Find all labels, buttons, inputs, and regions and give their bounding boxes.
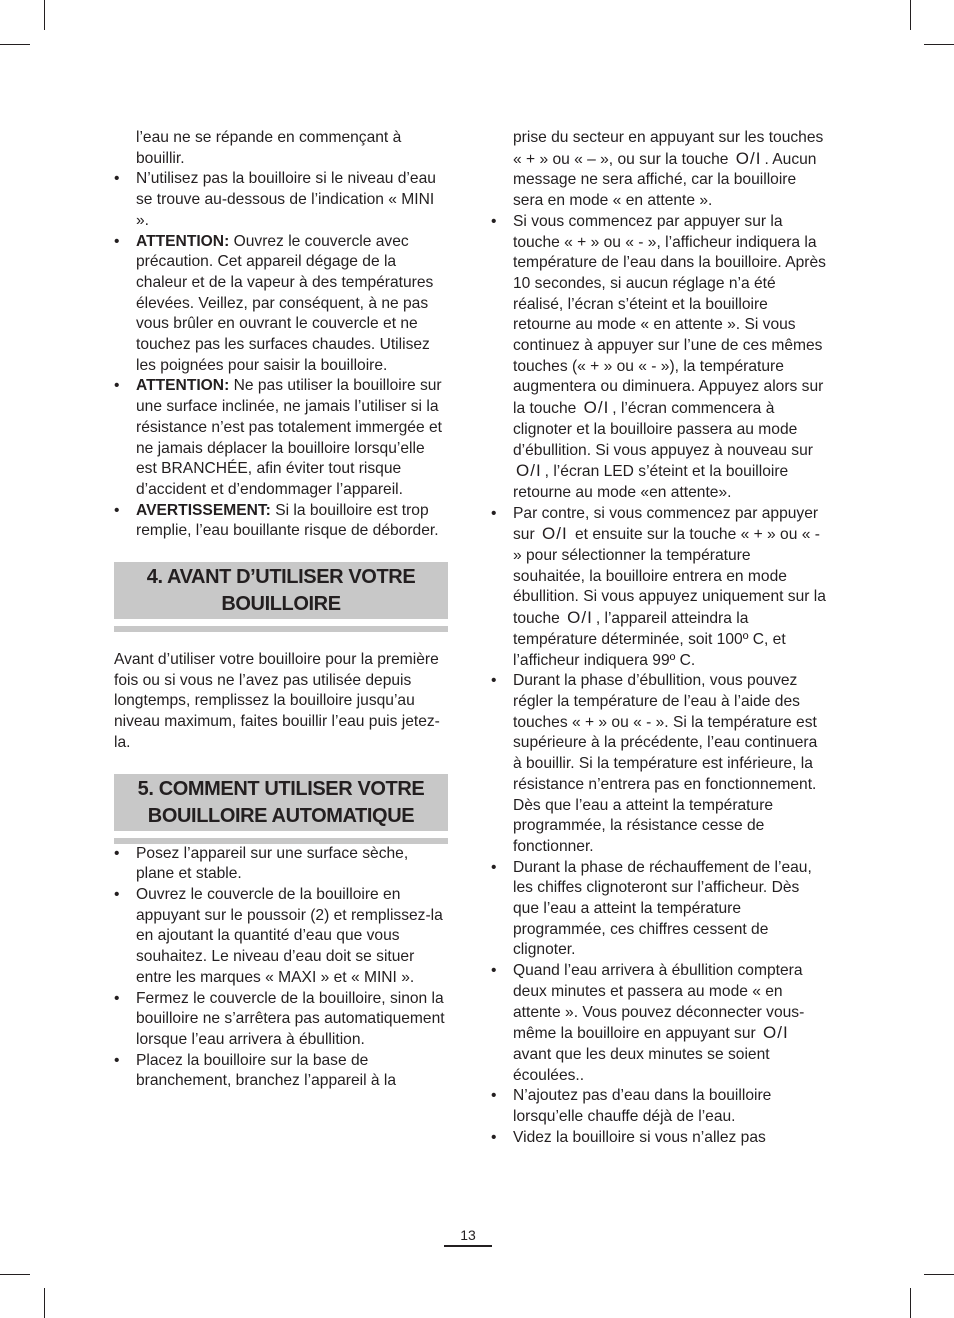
list-item-text: N’utilisez pas la bouilloire si le niveau d’eau se trouve au-dessous de l’indication « MINI ».: [136, 170, 436, 229]
list-item: [114, 232, 448, 377]
power-symbol-icon: O/I: [567, 608, 593, 628]
list-item: • N’ajoutez pas d’eau dans la bouilloire lorsqu’elle chauffe déjà de l’eau.: [491, 1086, 826, 1127]
section-heading-line: BOUILLOIRE AUTOMATIQUE: [147, 804, 415, 827]
crop-mark: [0, 1274, 30, 1275]
text-run: avant que les deux minutes se soient écoulées..: [513, 1045, 770, 1084]
text-run: Si vous commencez par appuyer sur la touche « + » ou « - », l’afficheur indiquera la température de l’eau dans la bouilloire. Après 10 secondes, si aucun réglage n’a été réalisé, l’écran s’éteint et la bouilloire retourne au mode « en attente ». Si vous continuez à appuyer sur l’une de ces mêmes touches (« + » ou « - »), la température augmentera ou diminuera. Appuyez alors sur la touche: [513, 212, 826, 418]
list-item: • Durant la phase d’ébullition, vous pouvez régler la température de l’eau à l’aide des touches « + » ou « - ». Si la température est supérieure à la précédente, l’eau continuera à bouillir. Si la température est inférieure, la résistance n’entrera pas en fonctionnement. Dès que l’eau a atteint la température programmée, la résistance cesse de fonctionner.: [491, 671, 826, 857]
list-item-emphasis: ATTENTION:: [136, 377, 230, 395]
heading-divider: [114, 626, 448, 632]
power-symbol-icon: O/I: [542, 524, 568, 544]
text-run: , l’écran commencera à clignoter et la bouilloire passera au mode d’ébullition. Si vous appuyez à nouveau sur: [513, 400, 813, 459]
power-symbol-icon: O/I: [735, 148, 762, 168]
list-item: [491, 212, 826, 504]
section-4: [114, 562, 448, 754]
page-number: 13: [460, 1227, 476, 1243]
crop-mark: [0, 44, 30, 45]
list-item: • Durant la phase de réchauffement de l’eau, les chiffes clignoteront sur l’afficheur. Dès que l’eau a atteint la température programmée, ces chiffres cessent de clignoter.: [491, 858, 826, 962]
power-symbol-icon: O/I: [583, 398, 610, 418]
operation-bullet-list: [491, 212, 826, 1149]
list-item: • Placez la bouilloire sur la base de branchement, branchez l’appareil à la: [114, 1051, 448, 1092]
text-run: prise du secteur en appuyant sur les touches « + » ou « – », ou sur la touche: [513, 129, 824, 168]
list-item-emphasis: ATTENTION:: [136, 232, 230, 250]
continuation-text: [491, 128, 826, 212]
section-heading: [114, 774, 448, 831]
text-run: . Aucun message ne sera affiché, car la bouilloire sera en mode « en attente ».: [513, 150, 817, 210]
power-symbol-icon: O/I: [763, 1023, 789, 1043]
list-item: [114, 501, 448, 542]
list-item-text: Si la bouilloire est trop remplie, l’eau bouillante risque de déborder.: [136, 501, 439, 540]
crop-mark: [910, 1288, 911, 1318]
list-item: • Videz la bouilloire si vous n’allez pas: [491, 1128, 826, 1149]
list-item: [114, 169, 448, 231]
list-item-emphasis: AVERTISSEMENT:: [136, 501, 271, 519]
right-column: [491, 128, 826, 1148]
section-paragraph: Avant d’utiliser votre bouilloire pour la première fois ou si vous ne l’avez pas utilisée depuis longtemps, remplissez la bouilloire jusqu’au niveau maximum, faites bouillir l’eau puis jetez-la.: [114, 651, 440, 751]
section-5: [114, 774, 448, 1092]
crop-mark: [910, 0, 911, 30]
list-item: • Ouvrez le couvercle de la bouilloire en appuyant sur le poussoir (2) et remplissez-la en ajoutant la quantité d’eau que vous souhaitez. Le niveau d’eau doit se situer entre les marques « MAXI » et « MINI ».: [114, 885, 448, 989]
text-run: Quand l’eau arrivera à ébullition comptera deux minutes et passera au mode « en attente ». Vous pouvez déconnecter vous-même la bouilloire en appuyant sur: [513, 962, 805, 1043]
list-item: • Fermez le couvercle de la bouilloire, sinon la bouilloire ne s’arrêtera pas automatiquement lorsque l’eau arrivera à ébullition.: [114, 989, 448, 1051]
list-item-text: Ne pas utiliser la bouilloire sur une surface inclinée, ne jamais l’utiliser si la résistance n’est pas totalement immergée et ne jamais déplacer la bouilloire lorsqu’elle est BRANCHÉE, afin éviter tout risque d’accident et d’endommager l’appareil.: [136, 377, 442, 498]
text-run: et ensuite sur la touche « + » ou « - » pour sélectionner la température souhaitée, la bouilloire entrera en mode ébullition. Si vous appuyez uniquement sur la touche: [513, 526, 826, 628]
crop-mark: [44, 0, 45, 30]
list-item: • Posez l’appareil sur une surface sèche, plane et stable.: [114, 844, 448, 885]
text-run: , l’écran LED s’éteint et la bouilloire retourne au mode «en attente».: [513, 463, 789, 501]
list-item-text: Ouvrez le couvercle avec précaution. Cet appareil dégage de la chaleur et de la vapeur à des températures élevées. Veillez, par conséquent, à ne pas vous brûler en ouvrant le couvercle et ne touchez pas les surfaces chaudes. Utilisez les poignées pour saisir la bouilloire.: [136, 232, 434, 374]
list-item: [491, 504, 826, 672]
section-heading-line: 4. AVANT D’UTILISER VOTRE: [146, 566, 416, 589]
section-heading-line: 5. COMMENT UTILISER VOTRE: [137, 777, 425, 800]
left-column: [114, 128, 448, 1092]
usage-bullet-list: [114, 844, 448, 1092]
continuation-text: l’eau ne se répande en commençant à bouillir.: [136, 129, 402, 167]
text-run: Par contre, si vous commencez par appuyer sur: [513, 504, 819, 544]
power-symbol-icon: O/I: [516, 461, 542, 481]
safety-bullet-list: [114, 169, 448, 542]
section-heading-line: BOUILLOIRE: [221, 593, 341, 616]
list-item: [114, 376, 448, 500]
crop-mark: [924, 44, 954, 45]
page-number-rule: [444, 1245, 492, 1247]
section-heading: [114, 562, 448, 619]
crop-mark: [44, 1288, 45, 1318]
crop-mark: [924, 1274, 954, 1275]
text-run: , l’appareil atteindra la température déterminée, soit 100º C, et l’afficheur indiquera 99º C.: [513, 610, 786, 669]
list-item: [491, 961, 826, 1086]
